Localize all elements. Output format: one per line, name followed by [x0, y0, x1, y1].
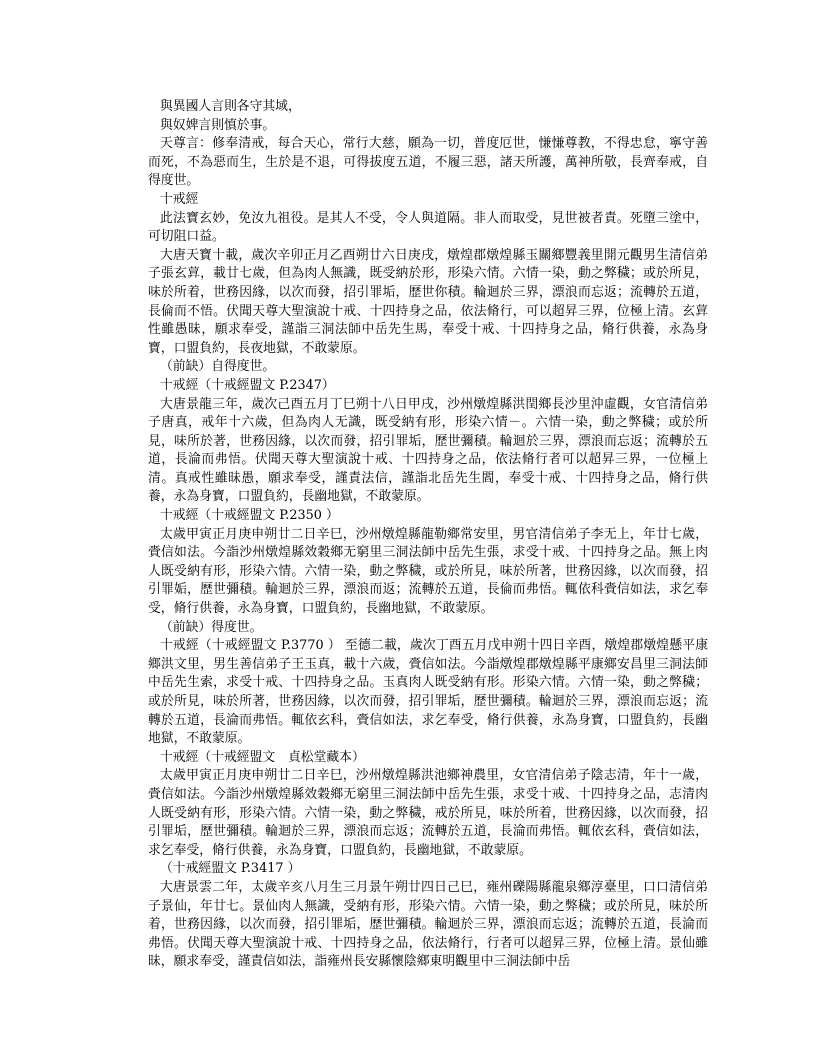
- text-line: （前缺）自得度世。: [160, 359, 276, 375]
- paragraph: 大唐天寶十載，歲次辛卯正月乙酉朔廿六日庚戌，燉煌郡燉煌縣玉關鄉豐義里開元觀男生清信弟子張玄𦽹，載廿七歲，但為肉人無識，既受納於形，形染六情。六情一染，動之弊穢；或於所見，味於所着，世務因緣，以次而發，招引罪垢，歷世你積。輪迴於三界，漂浪而忘返；流轉於五道，長倫而不悟。伏聞天尊大聖演說十戒、十四持身之品，依法脩行，可以超昇三界，位極上清。玄𦽹性雖愚昧，願求奉受，謹詣三洞法師中岳先生馬，奉受十戒、十四持身之品，脩行供養，永為身寶，口盟負約，長夜地獄，不敢蒙原。: [148, 247, 708, 356]
- section-heading: （十戒經盟文 P.3417 ）: [160, 861, 301, 877]
- text-line: 與奴婢言則慎於事。: [160, 117, 276, 133]
- text-line: （前缺）得度世。: [160, 619, 263, 635]
- paragraph: 十戒經（十戒經盟文 P.3770 ） 至德二載，歲次丁酉五月戊申朔十四日辛酉，燉煌郡燉煌懸平康鄉洪文里，男生善信弟子王玉真，載十六歲，賫信如法。今詣燉煌郡燉煌縣平康鄉安昌里三洞法師中岳先生索，求受十戒、十四持身之品。玉真肉人既受納有形。形染六情。六情一染，動之弊穢；或於所見，味於所著，世務因緣，以次而發，招引罪垢，歷世彌積。輪迴於三界，漂浪而忘返；流轉於五道，長淪而弗悟。輒依玄科，賫信如法，求乞奉受，脩行供養，永為身寶，口盟負約，長幽地獄，不敢蒙原。: [148, 638, 708, 747]
- paragraph: 太歲甲寅正月庚申朔廿二日辛巳，沙州燉煌縣龍勒鄉常安里，男官清信弟子李无上，年廿七歲，賫信如法。今詣沙州燉煌縣效穀鄉无窮里三洞法師中岳先生張，求受十戒、十四持身之品。無上肉人既受納有形，形染六情。六情一染，動之弊穢，或於所見，味於所著，世務因緣，以次而發，招引罪姤，歷世彌積。輪迴於三界，漂浪而返；流轉於五道，長倫而弗悟。輒依科賫信如法，求乞奉受，脩行供養，永為身寶，口盟負約，長幽地獄，不敢蒙原。: [148, 526, 708, 617]
- section-heading: 十戒經（十戒經盟文 P.2350 ）: [160, 508, 339, 524]
- section-heading: 十戒經: [160, 191, 199, 207]
- document-page: [148, 98, 708, 972]
- paragraph: 天尊言：修奉清戒，每合天心，常行大慈，願為一切，普度厄世，慊慊尊教，不得忠怠，寧守善而死，不為惡而生，生於是不退，可得拔度五道，不履三惡，諸天所護，萬神所敬，長齊奉戒，自得度世。: [148, 136, 708, 189]
- paragraph: 大唐景雲二年，太歲辛亥八月生三月景午朔廿四日己巳，雍州礫陽縣龍泉鄉淳臺里，口口清信弟子景仙，年廿七。景仙肉人無識，受納有形，形染六情。六情一染，動之弊穢；或於所見，味於所着，世務因緣，以次而發，招引罪垢，歷世彌積。輪迴於三界，漂浪而忘返；流轉於五道，長淪而弗悟。伏聞天尊大聖演說十戒、十四持身之品，依法脩行，行者可以超昇三界，位極上清。景仙雖昧，願求奉受，謹責信如法，詣雍州長安縣懷陰鄉東明觀里中三洞法師中岳: [148, 879, 708, 970]
- text-line: 與異國人言則各守其域，: [160, 99, 301, 114]
- paragraph: 此法寶玄妙，免汝九祖役。是其人不受，令人與道隔。非人而取受，見世被者責。死墮三塗中，可切阻口益。: [148, 210, 708, 245]
- paragraph: 大唐景龍三年，歲次己酉五月丁巳朔十八日甲戌，沙州燉煌縣洪閏鄉長沙里沖虛觀，女官清信弟子唐真，戒年十六歲，但為肉人无識，既受納有形，形染六情－。六情一染，動之弊穢；或於所見，味所於著，世務因緣，以次而發，招引罪垢，歷世彌積。輪迴於三界，漂浪而忘返；流轉於五道，長淪而弗悟。伏聞天尊大聖演說十戒、十四持身之品，依法脩行者可以超昇三界，一位極上清。真戒性雖昧愚，願求奉受，謹責法信，謹詣北岳先生閻，奉受十戒、十四持身之品，脩行供養，永為身寶，口盟負約，長幽地獄，不敢蒙原。: [148, 396, 708, 505]
- section-heading: 十戒經（十戒經盟文 貞松堂藏本）: [160, 749, 365, 765]
- section-heading: 十戒經（十戒經盟文 P.2347）: [160, 377, 335, 393]
- paragraph: 太歲甲寅正月庚申朔廿二日辛巳，沙州燉煌縣洪池鄉神農里，女官清信弟子陰志清，年十一歲，賫信如法。今詣沙州燉煌縣效穀鄉无窮里三洞法師中岳先生張，求受十戒、十四持身之品，志清肉人既受納有形，形染六情。六情一染，動之弊穢，戒於所見，味於所着，世務因緣，以次而發，招引罪垢，歷世彌積。輪迴於三界，漂浪而忘返；流轉於五道，長淪而弗悟。輒依玄科，賫信如法，求乞奉受，脩行供養，永為身寶，口盟負約，長幽地獄，不敢蒙原。: [148, 768, 708, 858]
